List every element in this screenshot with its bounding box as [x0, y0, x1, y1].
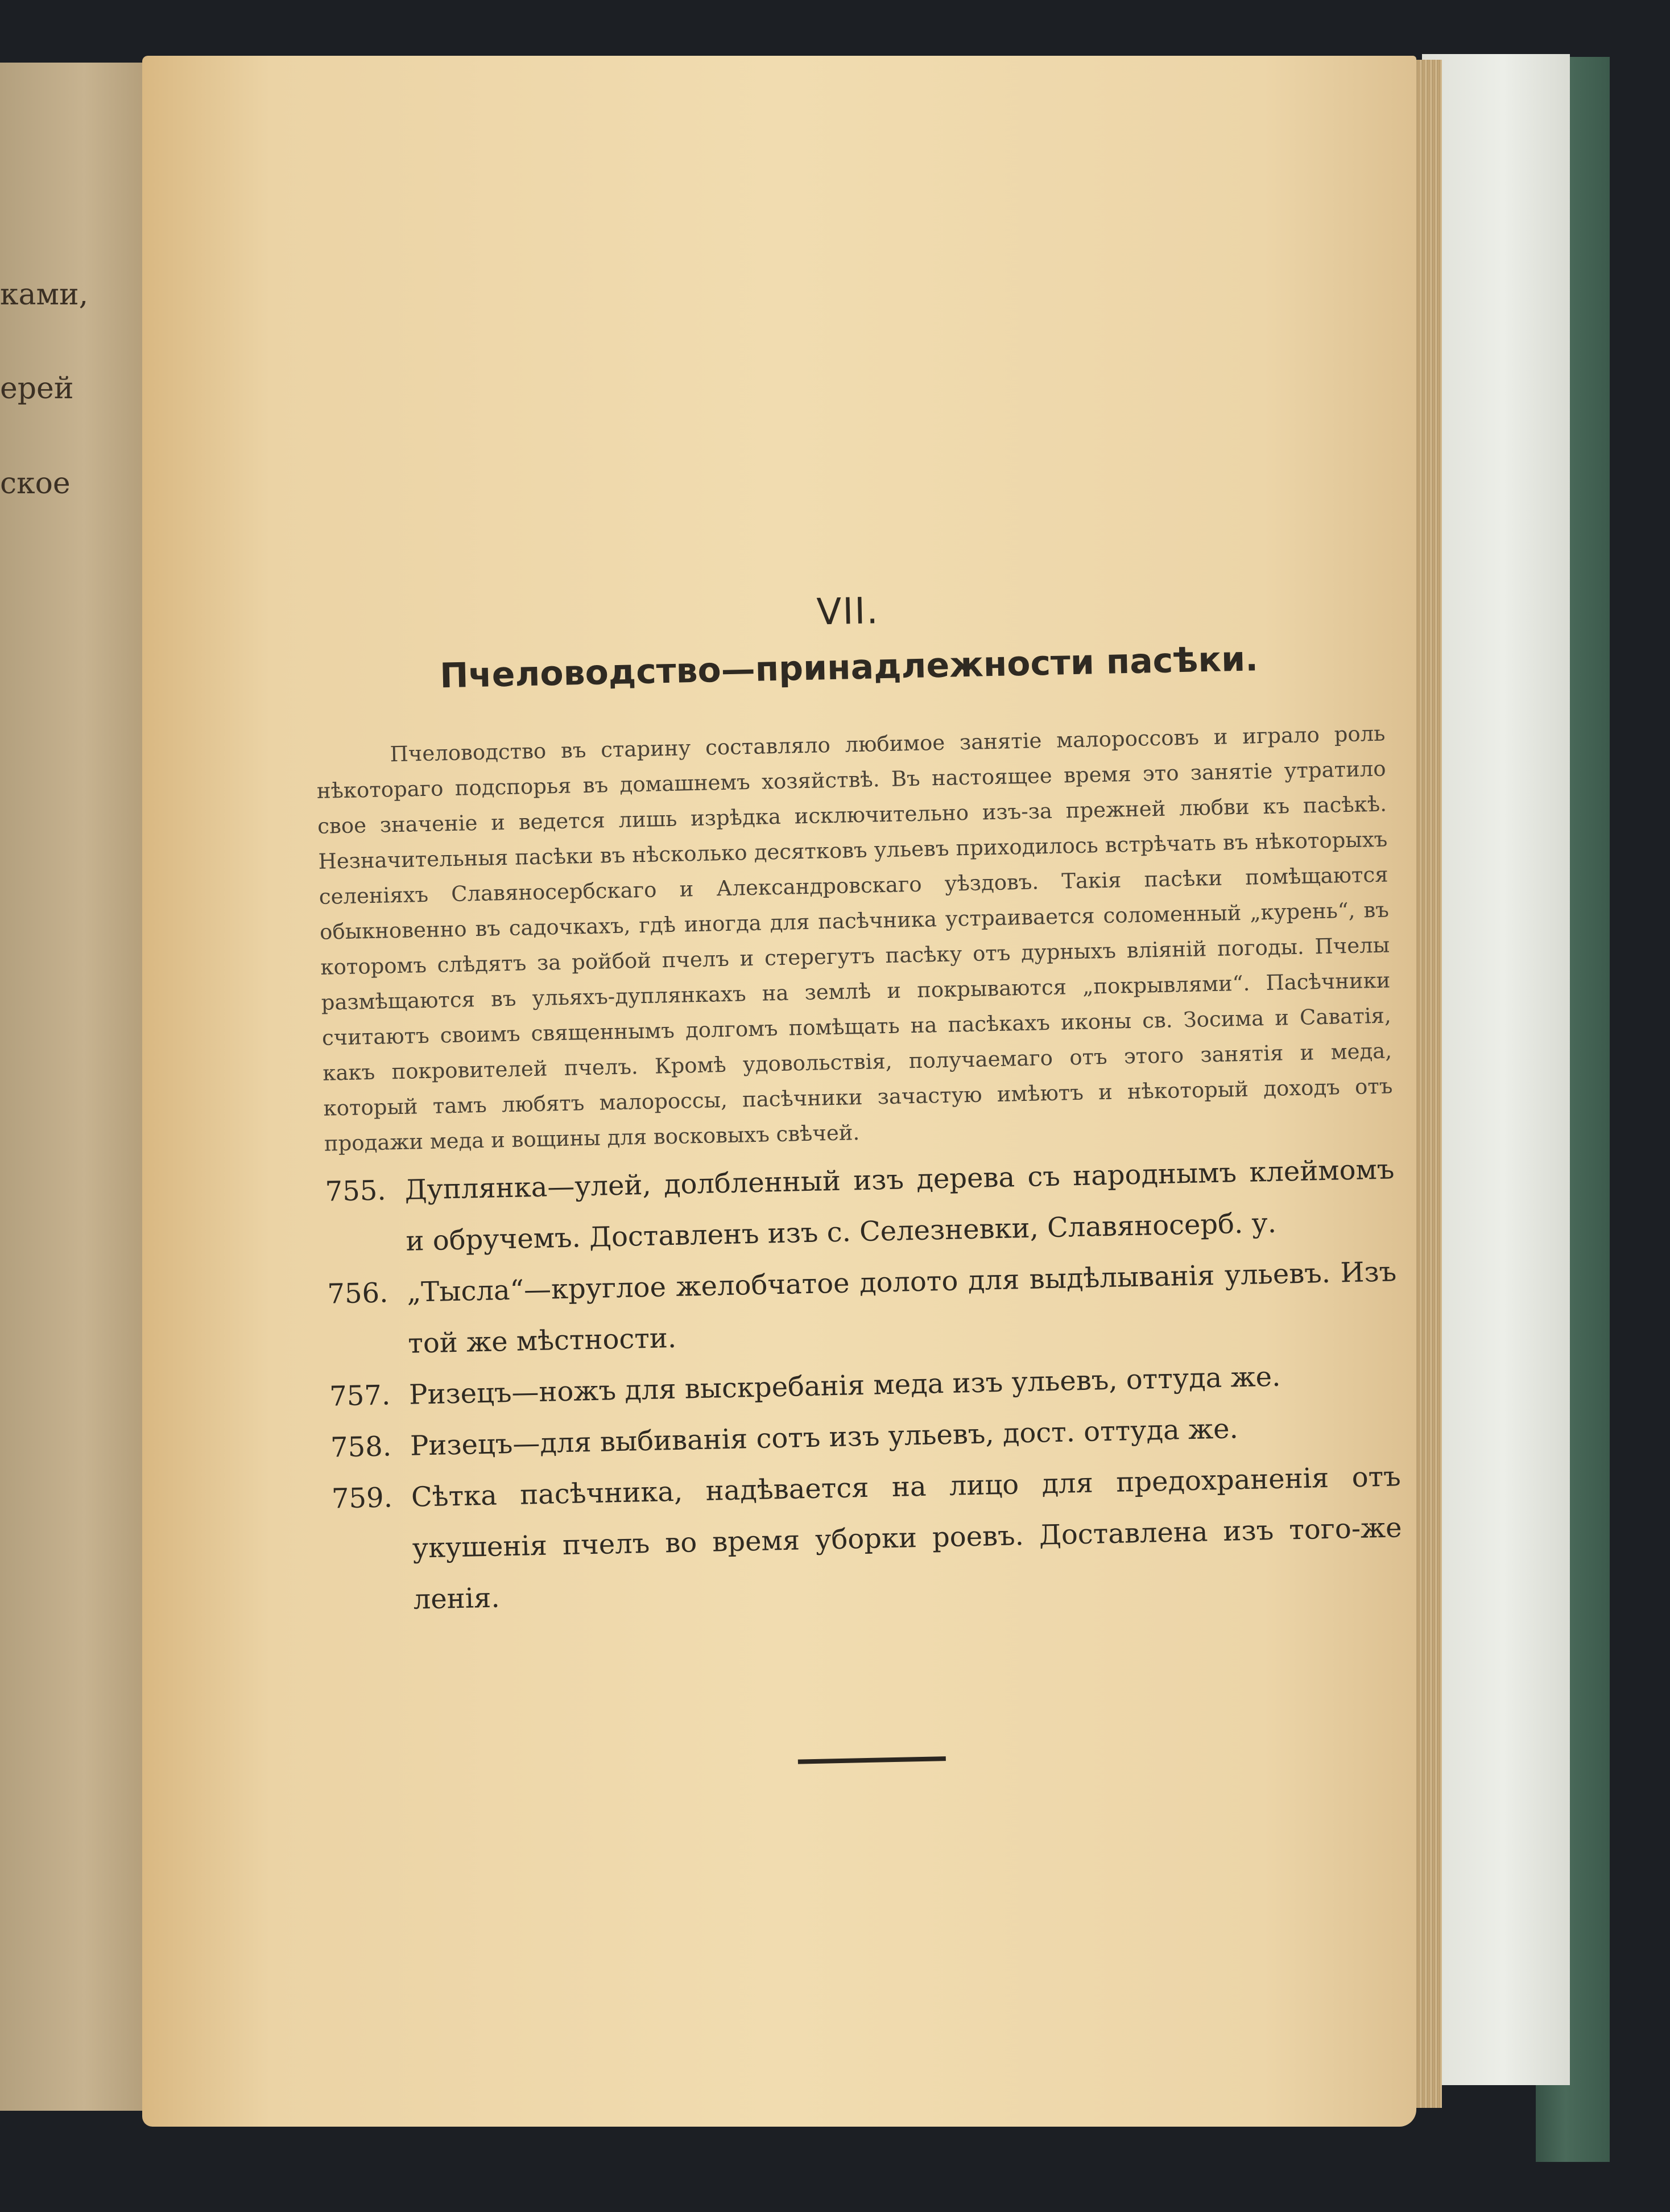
left-page [0, 63, 154, 2111]
left-page-fragment: ское [0, 467, 71, 501]
exhibit-item [331, 1451, 1403, 1627]
exhibit-text: Сѣтка пасѣчника, надѣвается на лицо для предохраненія отъ укушенія пчелъ во время уборки роевъ. Доставлена изъ того-же ленія. [411, 1460, 1403, 1616]
chapter-title: Пчеловодство—принадлежности пасѣки. [439, 639, 1259, 696]
endpaper-sheet [1422, 54, 1570, 2085]
left-page-fragment: ерей [0, 372, 74, 406]
exhibit-list [325, 1144, 1404, 1627]
exhibit-number: 756. [326, 1277, 388, 1310]
exhibit-number: 757. [329, 1379, 391, 1413]
main-page [142, 56, 1416, 2127]
exhibit-text: Дуплянка—улей, долбленный изъ дерева съ народнымъ клеймомъ и обручемъ. Доставленъ изъ с. Селезневки, Славяносерб. у. [404, 1153, 1395, 1257]
chapter-number: VII. [816, 590, 880, 634]
exhibit-number: 759. [331, 1481, 393, 1515]
left-page-fragment: ками, [0, 278, 89, 312]
page-content [313, 580, 1407, 1774]
exhibit-number: 755. [325, 1174, 387, 1208]
intro-paragraph: Пчеловодство въ старину составляло любимое занятіе малороссовъ и играло роль нѣкотораго подспорья въ домашнемъ хозяйствѣ. Въ настоящее время это занятіе утратило свое значеніе и ведется лишь изрѣдка исключительно изъ-за прежней любви къ пасѣкѣ. Незначительныя пасѣки въ нѣсколько десятковъ ульевъ приходилось встрѣчать въ нѣкоторыхъ селеніяхъ Славяносербскаго и Александровскаго уѣздовъ. Такія пасѣки помѣщаются обыкновенно въ садочкахъ, гдѣ иногда для пасѣчника устраивается соломенный „курень“, въ которомъ слѣдятъ за ройбой пчелъ и стерегутъ пасѣку отъ дурныхъ вліяній погоды. Пчелы размѣщаются въ ульяхъ-дуплянкахъ на землѣ и покрываются „покрывлями“. Пасѣчники считаютъ своимъ священнымъ долгомъ помѣщать на пасѣкахъ иконы св. Зосима и Саватія, какъ покровителей пчелъ. Кромѣ удовольствія, получаемаго отъ этого занятія и меда, который тамъ любятъ малороссы, пасѣчники зачастую имѣютъ и нѣкоторый доходъ отъ продажи меда и вощины для восковыхъ свѣчей. [316, 721, 1393, 1156]
exhibit-text: Ризецъ—для выбиванія сотъ изъ ульевъ, дост. оттуда же. [410, 1413, 1239, 1462]
exhibit-text: „Тысла“—круглое желобчатое долото для выдѣлыванія ульевъ. Изъ той же мѣстности. [406, 1256, 1397, 1360]
exhibit-number: 758. [330, 1430, 392, 1464]
exhibit-text: Ризецъ—ножъ для выскребанія меда изъ ульевъ, оттуда же. [408, 1360, 1281, 1411]
closing-rule [798, 1756, 946, 1764]
